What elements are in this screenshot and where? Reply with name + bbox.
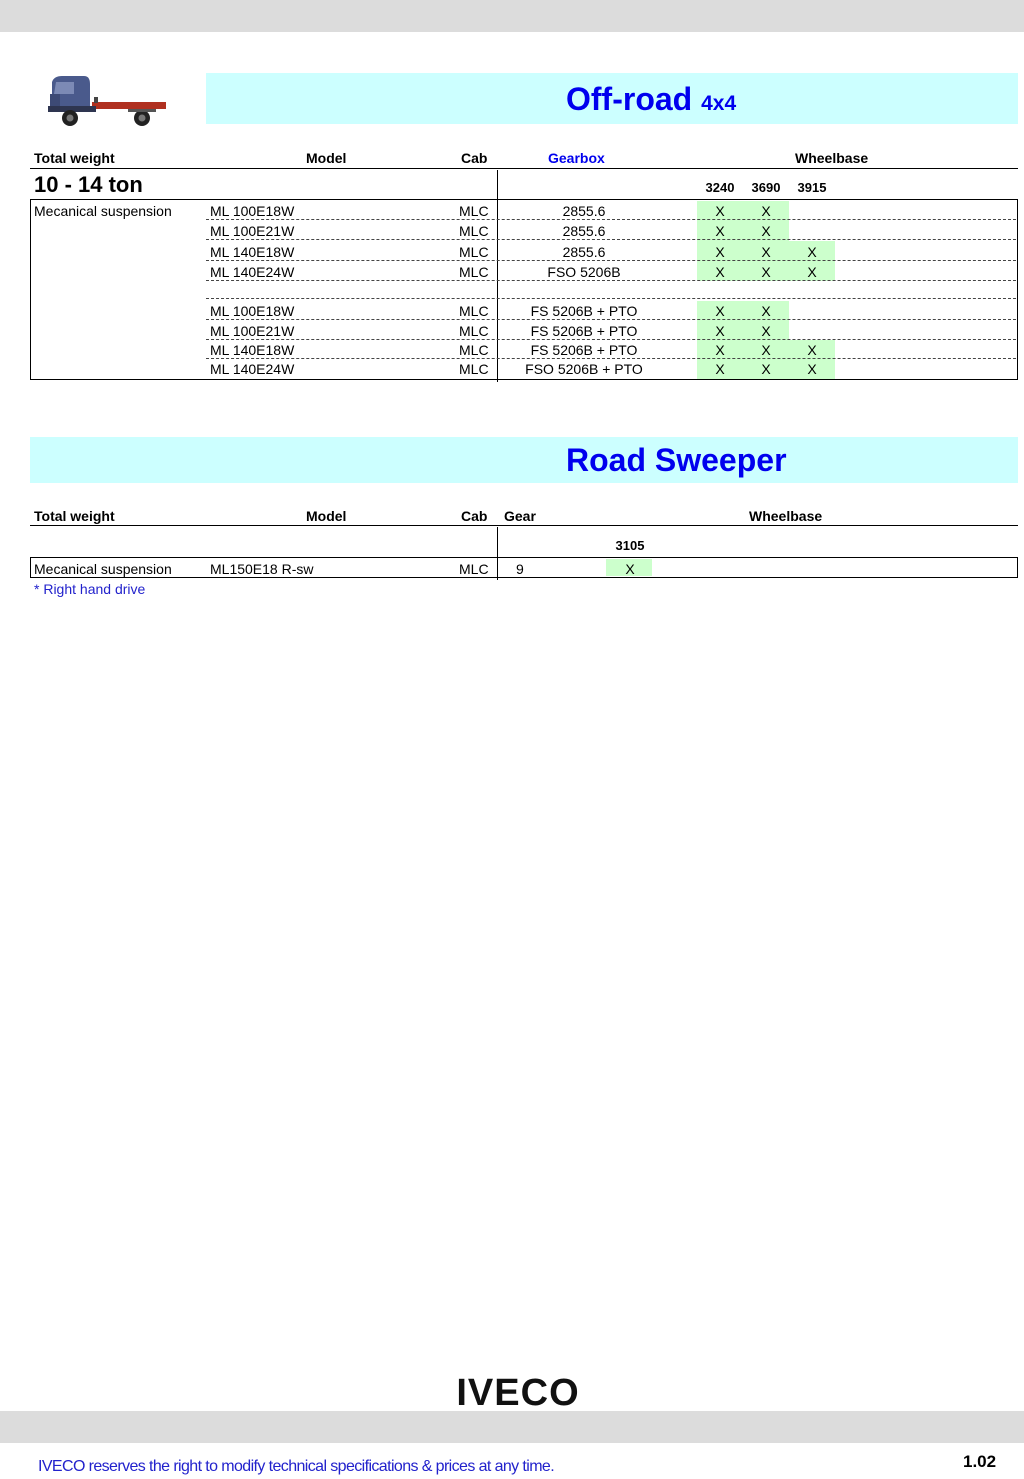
cab-divider [497, 170, 498, 382]
row-divider [206, 219, 1016, 220]
row-divider [206, 319, 1016, 320]
table-row-gearbox: 2855.6 [562, 223, 606, 239]
row-divider [206, 280, 1016, 281]
table-row-wb2: X [761, 223, 771, 239]
row-divider [206, 358, 1016, 359]
table-row-cab: MLC [459, 244, 489, 260]
table-row-model: ML 140E24W [210, 361, 295, 377]
table-row-wb1: X [715, 323, 725, 339]
row-divider [206, 239, 1016, 240]
offroad-title-suffix: 4x4 [701, 92, 737, 115]
sw-suspension-label: Mecanical suspension [34, 561, 172, 577]
table-row-model: ML 100E18W [210, 203, 295, 219]
top-band [0, 0, 1024, 32]
table-row-gearbox: FS 5206B + PTO [530, 342, 638, 358]
table-row-cab: MLC [459, 223, 489, 239]
table-row-wb2: X [761, 361, 771, 377]
table-row-cab: MLC [459, 264, 489, 280]
offroad-title: Off-road [566, 81, 693, 117]
table-row-wb2: X [761, 303, 771, 319]
sweeper-title-bar [30, 437, 1018, 483]
table-row-model: ML 140E24W [210, 264, 295, 280]
sw-model: ML150E18 R-sw [210, 561, 314, 577]
table-row-cab: MLC [459, 203, 489, 219]
table-row-wb3: X [807, 244, 817, 260]
table-row-model: ML 140E18W [210, 342, 295, 358]
rhd-note: * Right hand drive [34, 581, 146, 597]
table-row-gearbox: FSO 5206B + PTO [525, 361, 643, 377]
sw-gear: 9 [516, 561, 524, 577]
table-row-gearbox: 2855.6 [562, 203, 606, 219]
header-wheelbase: Wheelbase [795, 150, 869, 166]
wheelbase-3690: 3690 [751, 180, 781, 195]
table-row-gearbox: FSO 5206B [547, 264, 621, 280]
svg-text:IVECO: IVECO [456, 1374, 580, 1410]
header-gearbox: Gearbox [548, 150, 605, 166]
bottom-band [0, 1411, 1024, 1443]
table-row-gearbox: 2855.6 [562, 244, 606, 260]
table-row-wb1: X [715, 244, 725, 260]
sweeper-title: Road Sweeper [566, 442, 787, 478]
table-row-wb3: X [807, 342, 817, 358]
table-row-model: ML 100E18W [210, 303, 295, 319]
suspension-label: Mecanical suspension [34, 203, 172, 219]
table-row-model: ML 140E18W [210, 244, 295, 260]
sw-cab-divider [497, 527, 498, 580]
offroad-title-bar [206, 73, 1018, 124]
table-row-wb2: X [761, 203, 771, 219]
wheelbase-3915: 3915 [797, 180, 827, 195]
table-row-wb3: X [807, 361, 817, 377]
table-row-cab: MLC [459, 342, 489, 358]
table-row-wb1: X [715, 303, 725, 319]
table-row-wb3: X [807, 264, 817, 280]
table-row-wb2: X [761, 323, 771, 339]
sw-header-cab: Cab [461, 508, 488, 524]
row-divider [206, 339, 1016, 340]
table-row-model: ML 100E21W [210, 223, 295, 239]
header-rule [30, 168, 1018, 169]
table-row-wb1: X [715, 203, 725, 219]
table-row-wb1: X [715, 342, 725, 358]
sw-wb: X [625, 561, 635, 577]
sw-header-gear: Gear [504, 508, 536, 524]
wheelbase-3240: 3240 [705, 180, 735, 195]
table-row-cab: MLC [459, 323, 489, 339]
weight-class: 10 - 14 ton [34, 172, 143, 197]
header-total-weight: Total weight [34, 150, 115, 166]
truck-image [44, 72, 170, 130]
disclaimer: IVECO reserves the right to modify technical specifications & prices at any time. [38, 1458, 555, 1475]
wheelbase-3105: 3105 [615, 538, 645, 553]
table-row-gearbox: FS 5206B + PTO [530, 323, 638, 339]
iveco-logo [444, 1374, 592, 1410]
table-row-gearbox: FS 5206B + PTO [530, 303, 638, 319]
sw-header-model: Model [306, 508, 347, 524]
table-row-wb1: X [715, 264, 725, 280]
table-row-wb1: X [715, 361, 725, 377]
header-cab: Cab [461, 150, 488, 166]
table-row-wb2: X [761, 244, 771, 260]
table-row-model: ML 100E21W [210, 323, 295, 339]
page-number: 1.02 [963, 1452, 997, 1471]
sweeper-table [30, 557, 1018, 578]
sw-header-total-weight: Total weight [34, 508, 115, 524]
row-divider [206, 260, 1016, 261]
table-row-cab: MLC [459, 361, 489, 377]
sw-cab: MLC [459, 561, 489, 577]
row-divider [206, 298, 1016, 299]
table-row-wb2: X [761, 342, 771, 358]
header-model: Model [306, 150, 347, 166]
table-row-cab: MLC [459, 303, 489, 319]
table-row-wb1: X [715, 223, 725, 239]
sw-header-wheelbase: Wheelbase [749, 508, 823, 524]
table-row-wb2: X [761, 264, 771, 280]
sw-header-rule [30, 525, 1018, 526]
